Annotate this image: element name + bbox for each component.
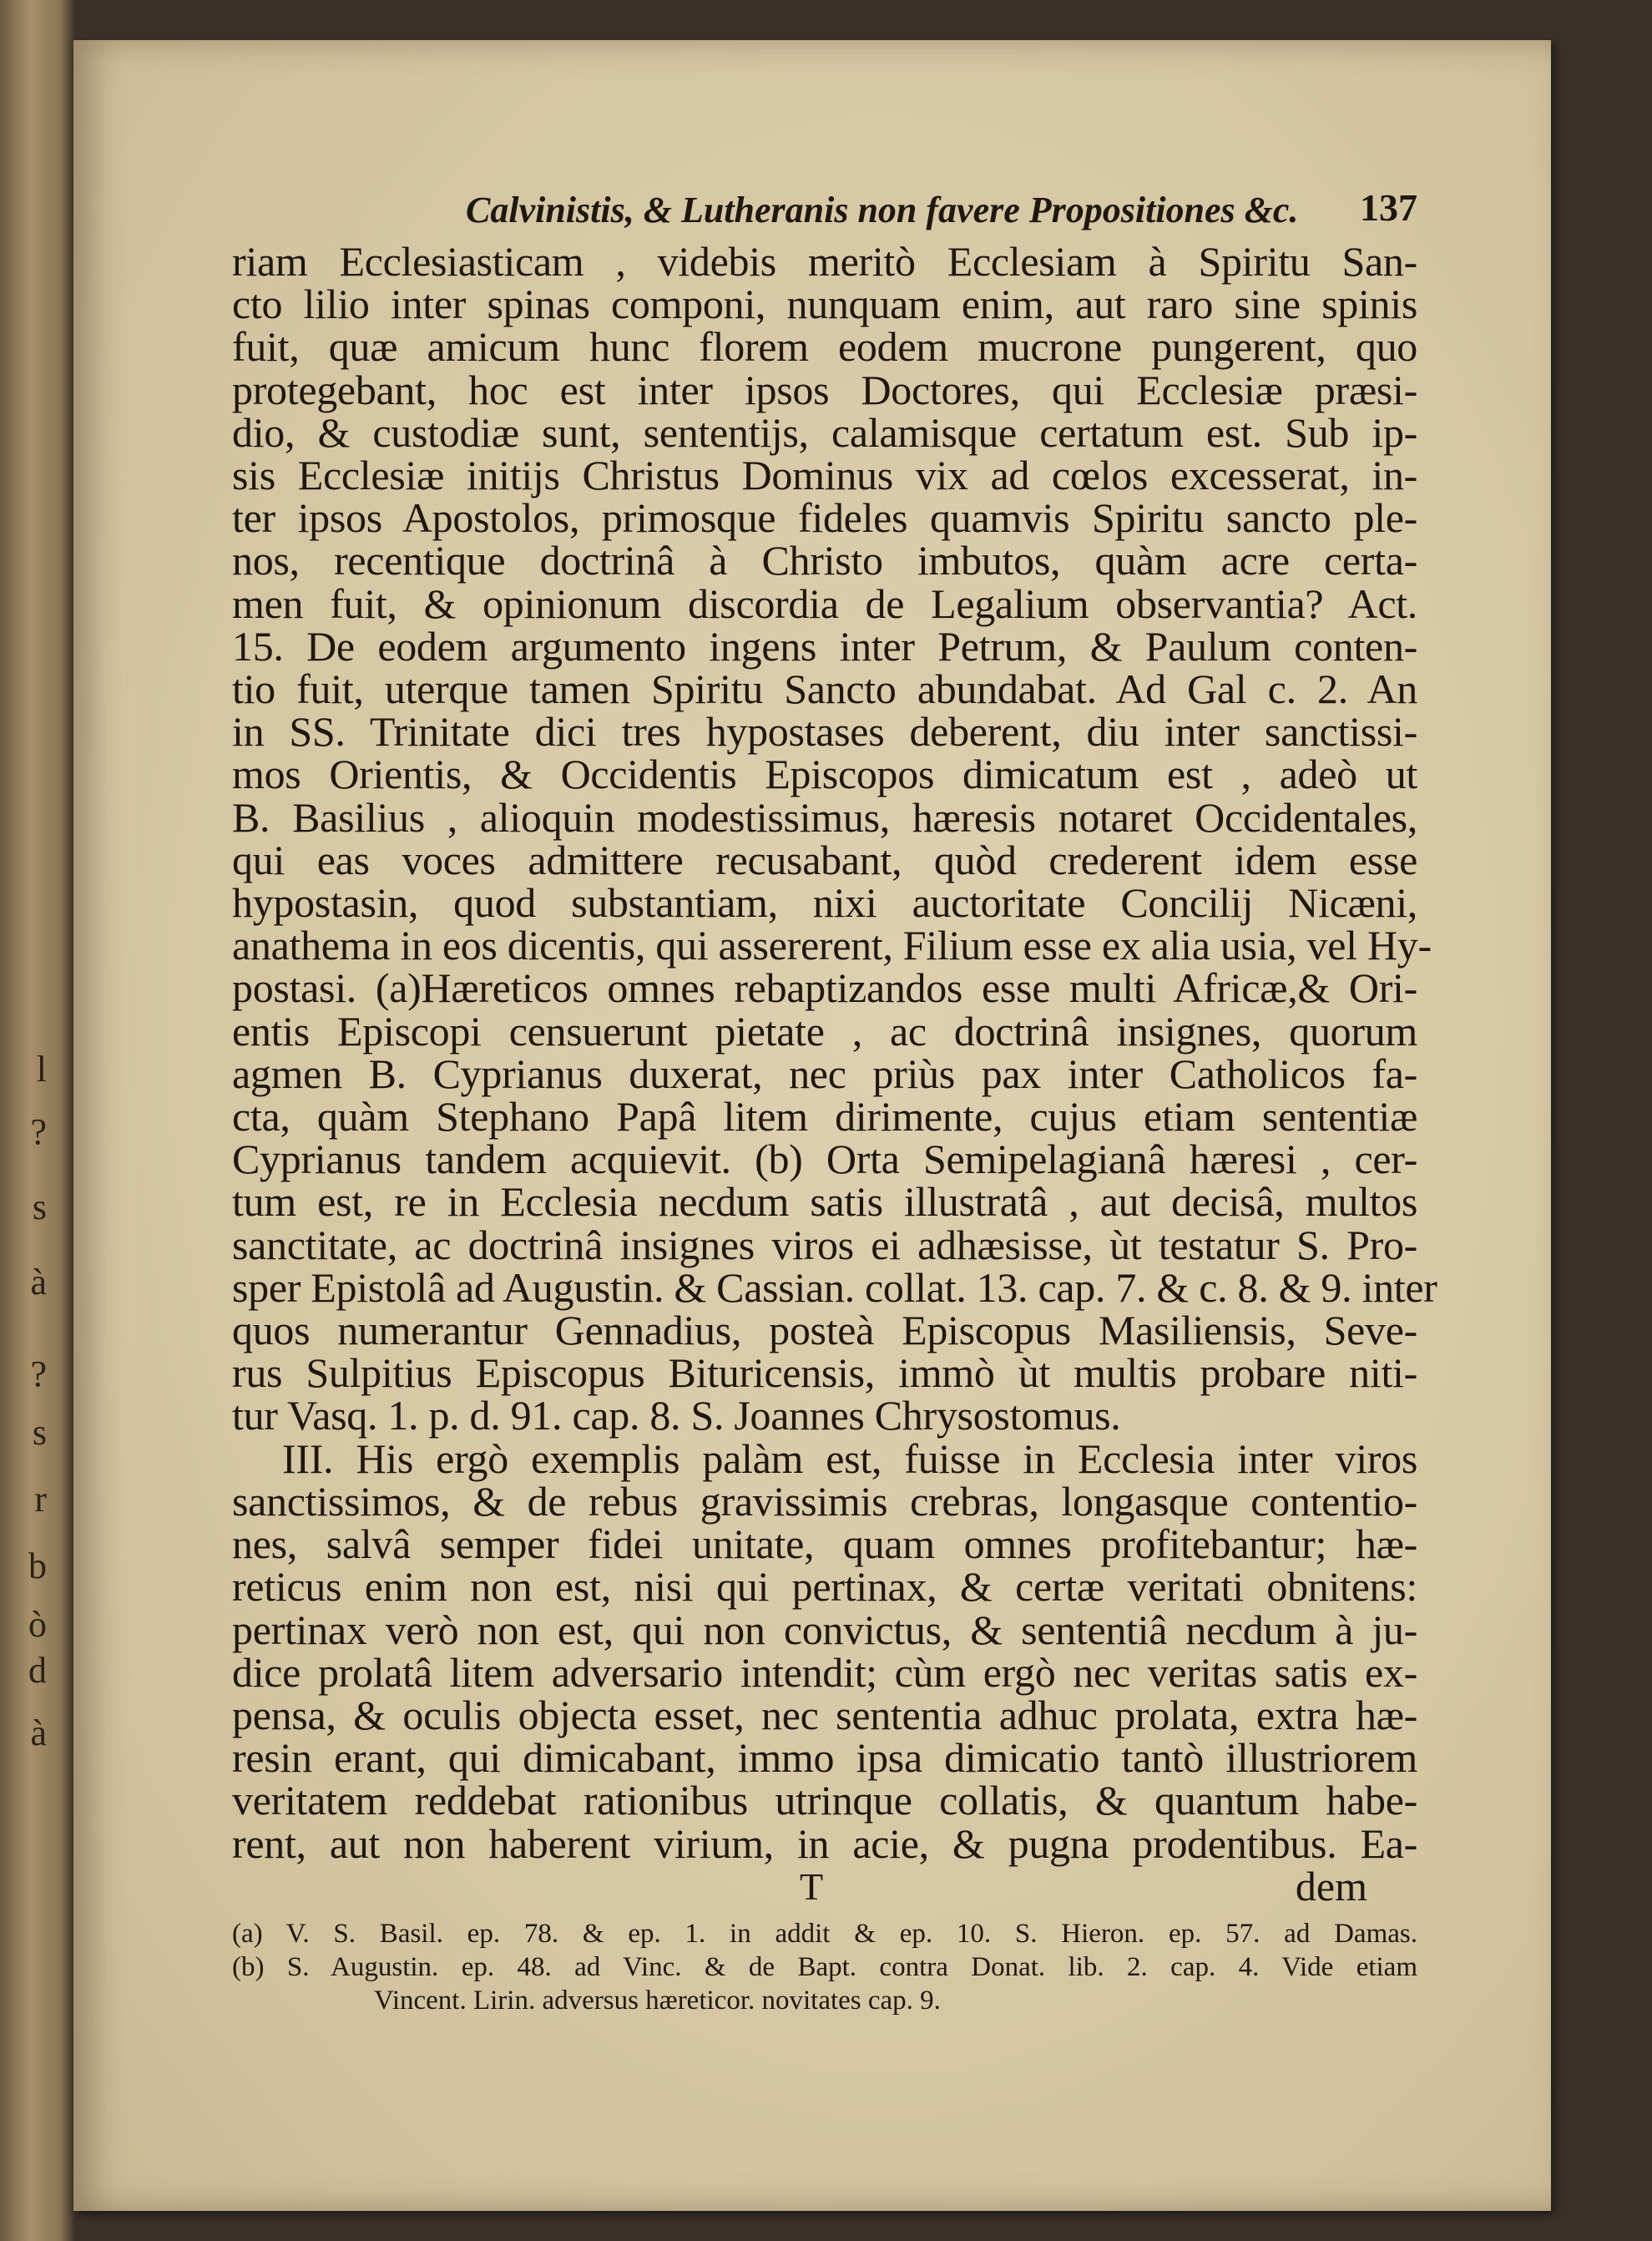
text-line: men fuit, & opinionum discordia de Legalium observantia? Act. — [232, 579, 1417, 627]
edge-fragment: d — [28, 1650, 47, 1691]
previous-page-edge — [0, 0, 75, 2241]
page-header — [232, 182, 1417, 240]
text-line: reticus enim non est, nisi qui pertinax, & certæ veritati obnitens: — [232, 1563, 1417, 1611]
text-line: sanctitate, ac doctrinâ insignes viros ei adhæsisse, ùt testatur S. Pro- — [232, 1221, 1417, 1268]
page-number: 137 — [1360, 186, 1417, 229]
text-line: dice prolatâ litem adversario intendit; cùm ergò nec veritas satis ex- — [232, 1648, 1417, 1696]
edge-fragment: b — [28, 1545, 47, 1586]
text-line: Cyprianus tandem acquievit. (b) Orta Semipelagianâ hæresi , cer- — [232, 1136, 1417, 1183]
text-line: mos Orientis, & Occidentis Episcopos dimicatum est , adeò ut — [232, 751, 1417, 798]
text-line: postasi. (a)Hæreticos omnes rebaptizandos esse multi Africæ,& Ori- — [232, 964, 1417, 1012]
text-line: rus Sulpitius Episcopus Bituricensis, immò ùt multis probare niti- — [232, 1349, 1417, 1397]
catchword: dem — [1295, 1862, 1367, 1910]
text-line: cto lilio inter spinas componi, nunquam enim, aut raro sine spinis — [232, 281, 1417, 328]
edge-fragment: ò — [28, 1604, 47, 1645]
text-line: pertinax verò non est, qui non convictus, & sententiâ necdum à ju- — [232, 1606, 1417, 1653]
text-line: in SS. Trinitate dici tres hypostases deberent, diu inter sanctissi- — [232, 708, 1417, 756]
body-paragraph-2 — [232, 1434, 1417, 1867]
text-line: sper Epistolâ ad Augustin. & Cassian. collat. 13. cap. 7. & c. 8. & 9. inter — [232, 1263, 1437, 1311]
text-line: resin erant, qui dimicabant, immo ipsa dimicatio tantò illustriorem — [232, 1734, 1417, 1782]
text-line: pensa, & oculis objecta esset, nec sententia adhuc prolata, extra hæ- — [232, 1691, 1417, 1738]
text-line: agmen B. Cyprianus duxerat, nec priùs pax inter Catholicos fa- — [232, 1050, 1417, 1097]
signature-mark: T — [800, 1864, 824, 1908]
footnote-line: (a) V. S. Basil. ep. 78. & ep. 1. in addit & ep. 10. S. Hieron. ep. 57. ad Damas. — [232, 1918, 1417, 1949]
text-line: quos numerantur Gennadius, posteà Episcopus Masiliensis, Seve- — [232, 1307, 1417, 1354]
edge-fragment: r — [34, 1479, 47, 1520]
edge-fragment: à — [30, 1262, 47, 1303]
footnote-line: Vincent. Lirin. adversus hæreticor. novitates cap. 9. — [374, 1985, 941, 2016]
book-page — [73, 40, 1551, 2211]
text-line: protegebant, hoc est inter ipsos Doctores, qui Ecclesiæ præsi- — [232, 366, 1417, 413]
text-line: rent, aut non haberent virium, in acie, & pugna prodentibus. Ea- — [232, 1819, 1417, 1867]
footnotes — [232, 1917, 1417, 2017]
text-line: 15. De eodem argumento ingens inter Petrum, & Paulum conten- — [232, 622, 1417, 670]
previous-page-text-fragments — [0, 0, 75, 2241]
footnote-line: (b) S. Augustin. ep. 48. ad Vinc. & de Bapt. contra Donat. lib. 2. cap. 4. Vide etiam — [232, 1951, 1417, 1982]
catchword-row — [232, 1862, 1417, 1910]
text-line: nos, recentique doctrinâ à Christo imbutos, quàm acre certa- — [232, 537, 1417, 584]
text-line: III. His ergò exemplis palàm est, fuisse in Ecclesia inter viros — [282, 1434, 1417, 1482]
text-line: cta, quàm Stephano Papâ litem dirimente, cujus etiam sententiæ — [232, 1093, 1417, 1141]
edge-fragment: l — [36, 1049, 47, 1090]
edge-fragment: s — [32, 1186, 47, 1227]
text-line: sis Ecclesiæ initijs Christus Dominus vix ad cœlos excesserat, in- — [232, 452, 1417, 499]
text-block — [232, 182, 1437, 2017]
edge-fragment: ? — [30, 1353, 47, 1394]
edge-fragment: ? — [30, 1111, 47, 1152]
text-line: riam Ecclesiasticam , videbis meritò Ecclesiam à Spiritu San- — [232, 238, 1417, 285]
text-line: anathema in eos dicentis, qui assererent, Filium esse ex alia usia, vel Hy- — [232, 922, 1432, 969]
running-title: Calvinistis, & Lutheranis non favere Propositiones &c. — [466, 190, 1299, 230]
text-line: ter ipsos Apostolos, primosque fideles quamvis Spiritu sancto ple- — [232, 494, 1417, 542]
text-line: tum est, re in Ecclesia necdum satis illustratâ , aut decisâ, multos — [232, 1178, 1417, 1226]
text-line: sanctissimos, & de rebus gravissimis crebras, longasque contentio- — [232, 1477, 1417, 1525]
text-line: veritatem reddebat rationibus utrinque collatis, & quantum habe- — [232, 1777, 1417, 1824]
text-line: tio fuit, uterque tamen Spiritu Sancto abundabat. Ad Gal c. 2. An — [232, 665, 1417, 713]
text-line: tur Vasq. 1. p. d. 91. cap. 8. S. Joannes Chrysostomus. — [232, 1392, 1121, 1439]
edge-fragment: à — [30, 1712, 47, 1753]
text-line: qui eas voces admittere recusabant, quòd crederent idem esse — [232, 836, 1417, 883]
text-line: hypostasin, quod substantiam, nixi auctoritate Concilij Nicæni, — [232, 879, 1417, 927]
text-line: B. Basilius , alioquin modestissimus, hæresis notaret Occidentales, — [232, 793, 1417, 841]
text-line: entis Episcopi censuerunt pietate , ac doctrinâ insignes, quorum — [232, 1007, 1417, 1055]
text-line: dio, & custodiæ sunt, sententijs, calamisque certatum est. Sub ip- — [232, 408, 1417, 456]
text-line: nes, salvâ semper fidei unitate, quam omnes profitebantur; hæ- — [232, 1520, 1417, 1568]
edge-fragment: s — [32, 1412, 47, 1453]
text-line: fuit, quæ amicum hunc florem eodem mucrone pungerent, quo — [232, 323, 1417, 371]
body-paragraph-1 — [232, 238, 1437, 1439]
